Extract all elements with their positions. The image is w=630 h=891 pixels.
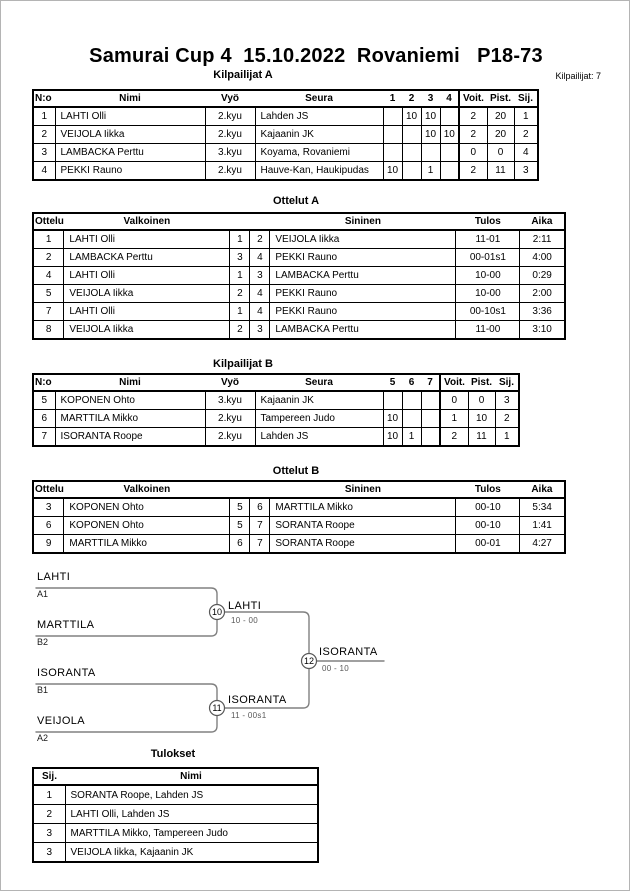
points-cell: 0	[487, 144, 514, 162]
spacer-header	[230, 213, 250, 230]
round-header: 2	[402, 90, 421, 107]
club-cell: Kajaanin JK	[255, 391, 383, 410]
result-cell: 11-01	[456, 230, 520, 249]
match-no-cell: 9	[33, 535, 64, 554]
spacer-header	[250, 481, 270, 498]
matches-a-table	[32, 212, 566, 340]
no-cell: 2	[33, 126, 55, 144]
bracket-competitor: MARTTILA	[37, 619, 95, 631]
round-cell	[440, 162, 459, 181]
round-cell	[402, 391, 421, 410]
name-header: Nimi	[55, 374, 205, 391]
match-no-cell: 4	[33, 267, 64, 285]
table-row	[33, 162, 538, 181]
belt-cell: 3.kyu	[205, 144, 255, 162]
place-cell: 4	[514, 144, 538, 162]
table-header-row	[33, 90, 538, 107]
table-row	[33, 230, 565, 249]
table-row	[33, 824, 318, 843]
round-header: 6	[402, 374, 421, 391]
white-no-cell: 5	[230, 498, 250, 517]
pool-a-title: Kilpailijat A	[213, 69, 273, 81]
match-no-cell: 1	[33, 230, 64, 249]
blue-no-cell: 6	[250, 498, 270, 517]
pool-a-table	[32, 89, 539, 181]
round-header: 3	[421, 90, 440, 107]
page-title: Samurai Cup 4 15.10.2022 Rovaniemi P18-73	[89, 45, 543, 67]
blue-name-cell: SORANTA Roope	[270, 535, 456, 554]
round-cell	[402, 162, 421, 181]
result-cell: 00-10s1	[456, 303, 520, 321]
white-name-cell: VEIJOLA Iikka	[64, 321, 230, 340]
belt-cell: 2.kyu	[205, 162, 255, 181]
blue-header: Sininen	[270, 481, 456, 498]
round-cell	[402, 410, 421, 428]
match-no-cell: 6	[33, 517, 64, 535]
name-cell: LAHTI Olli, Lahden JS	[65, 805, 318, 824]
table-row	[33, 843, 318, 863]
blue-name-cell: PEKKI Rauno	[270, 303, 456, 321]
place-cell: 3	[33, 824, 65, 843]
blue-no-cell: 7	[250, 535, 270, 554]
match-header: Ottelu	[33, 213, 64, 230]
name-cell: MARTTILA Mikko, Tampereen Judo	[65, 824, 318, 843]
round-header: 5	[383, 374, 402, 391]
time-cell: 0:29	[520, 267, 565, 285]
white-name-cell: KOPONEN Ohto	[64, 517, 230, 535]
match-no-cell: 8	[33, 321, 64, 340]
time-cell: 4:27	[520, 535, 565, 554]
place-cell: 2	[495, 410, 519, 428]
place-header: Sij.	[495, 374, 519, 391]
bracket-seed: B2	[37, 637, 49, 647]
round-header: 1	[383, 90, 402, 107]
blue-name-cell: PEKKI Rauno	[270, 249, 456, 267]
match-no-cell: 7	[33, 303, 64, 321]
points-cell: 20	[487, 126, 514, 144]
table-row	[33, 303, 565, 321]
name-cell: ISORANTA Roope	[55, 428, 205, 447]
competitors-count: Kilpailijat: 7	[555, 71, 601, 81]
matches-a-title: Ottelut A	[272, 195, 320, 207]
round-cell	[421, 410, 440, 428]
no-cell: 7	[33, 428, 55, 447]
bracket-seed: A1	[37, 589, 49, 599]
time-cell: 5:34	[520, 498, 565, 517]
time-header: Aika	[520, 213, 565, 230]
match-no-cell: 5	[33, 285, 64, 303]
name-header: Nimi	[65, 768, 318, 785]
belt-cell: 2.kyu	[205, 126, 255, 144]
bracket-competitor: VEIJOLA	[37, 715, 86, 727]
club-cell: Lahden JS	[255, 107, 383, 126]
club-cell: Kajaanin JK	[255, 126, 383, 144]
no-header: N:o	[33, 374, 55, 391]
points-cell: 20	[487, 107, 514, 126]
white-header: Valkoinen	[64, 213, 230, 230]
round-cell: 10	[421, 126, 440, 144]
round-cell	[383, 107, 402, 126]
belt-cell: 3.kyu	[205, 391, 255, 410]
place-cell: 1	[514, 107, 538, 126]
club-cell: Koyama, Rovaniemi	[255, 144, 383, 162]
table-row	[33, 126, 538, 144]
result-cell: 00-01s1	[456, 249, 520, 267]
white-header: Valkoinen	[64, 481, 230, 498]
points-cell: 10	[468, 410, 495, 428]
result-cell: 00-10	[456, 498, 520, 517]
place-header: Sij.	[33, 768, 65, 785]
white-name-cell: MARTTILA Mikko	[64, 535, 230, 554]
round-cell	[402, 144, 421, 162]
match-no-cell: 3	[33, 498, 64, 517]
round-cell: 10	[383, 428, 402, 447]
table-header-row	[33, 374, 519, 391]
white-no-cell: 1	[230, 230, 250, 249]
time-cell: 2:11	[520, 230, 565, 249]
match-number: 10	[211, 607, 223, 617]
points-cell: 11	[468, 428, 495, 447]
round-cell	[383, 144, 402, 162]
white-no-cell: 5	[230, 517, 250, 535]
table-row	[33, 517, 565, 535]
result-cell: 10-00	[456, 285, 520, 303]
club-cell: Lahden JS	[255, 428, 383, 447]
result-header: Tulos	[456, 213, 520, 230]
round-cell: 10	[383, 162, 402, 181]
table-header-row	[33, 213, 565, 230]
time-cell: 3:36	[520, 303, 565, 321]
round-cell: 10	[383, 410, 402, 428]
table-row	[33, 805, 318, 824]
name-cell: PEKKI Rauno	[55, 162, 205, 181]
name-header: Nimi	[55, 90, 205, 107]
bracket-score: 10 - 00	[231, 616, 259, 625]
no-header: N:o	[33, 90, 55, 107]
white-no-cell: 6	[230, 535, 250, 554]
blue-no-cell: 4	[250, 249, 270, 267]
time-cell: 1:41	[520, 517, 565, 535]
name-cell: LAHTI Olli	[55, 107, 205, 126]
no-cell: 6	[33, 410, 55, 428]
result-header: Tulos	[456, 481, 520, 498]
bracket-seed: B1	[37, 685, 49, 695]
bracket-competitor: ISORANTA	[37, 667, 96, 679]
round-cell	[421, 391, 440, 410]
wins-header: Voit.	[459, 90, 487, 107]
wins-cell: 2	[459, 162, 487, 181]
table-row	[33, 267, 565, 285]
blue-no-cell: 2	[250, 230, 270, 249]
result-cell: 11-00	[456, 321, 520, 340]
points-header: Pist.	[487, 90, 514, 107]
round-cell: 10	[440, 126, 459, 144]
table-header-row	[33, 768, 318, 785]
white-name-cell: VEIJOLA Iikka	[64, 285, 230, 303]
name-cell: LAMBACKA Perttu	[55, 144, 205, 162]
blue-no-cell: 4	[250, 303, 270, 321]
blue-name-cell: PEKKI Rauno	[270, 285, 456, 303]
bracket-score: 11 - 00s1	[231, 711, 267, 720]
round-cell	[383, 391, 402, 410]
round-cell	[421, 144, 440, 162]
blue-name-cell: VEIJOLA Iikka	[270, 230, 456, 249]
table-row	[33, 144, 538, 162]
club-cell: Hauve-Kan, Haukipudas	[255, 162, 383, 181]
spacer-header	[230, 481, 250, 498]
table-row	[33, 428, 519, 447]
round-cell	[440, 107, 459, 126]
round-cell: 10	[421, 107, 440, 126]
belt-cell: 2.kyu	[205, 428, 255, 447]
blue-no-cell: 3	[250, 267, 270, 285]
blue-name-cell: LAMBACKA Perttu	[270, 267, 456, 285]
table-row	[33, 285, 565, 303]
blue-name-cell: SORANTA Roope	[270, 517, 456, 535]
belt-cell: 2.kyu	[205, 107, 255, 126]
no-cell: 3	[33, 144, 55, 162]
place-cell: 1	[33, 785, 65, 805]
wins-cell: 2	[459, 107, 487, 126]
white-no-cell: 1	[230, 303, 250, 321]
results-title: Tulokset	[150, 748, 196, 760]
matches-b-title: Ottelut B	[272, 465, 320, 477]
bracket-winner: ISORANTA	[228, 694, 287, 706]
match-no-cell: 2	[33, 249, 64, 267]
white-no-cell: 3	[230, 249, 250, 267]
time-cell: 4:00	[520, 249, 565, 267]
time-cell: 2:00	[520, 285, 565, 303]
bracket-winner: LAHTI	[228, 600, 262, 612]
time-cell: 3:10	[520, 321, 565, 340]
place-cell: 1	[495, 428, 519, 447]
no-cell: 1	[33, 107, 55, 126]
no-cell: 4	[33, 162, 55, 181]
round-cell	[383, 126, 402, 144]
points-header: Pist.	[468, 374, 495, 391]
match-number: 11	[212, 703, 222, 713]
wins-cell: 0	[440, 391, 468, 410]
table-row	[33, 321, 565, 340]
spacer-header	[250, 213, 270, 230]
blue-name-cell: LAMBACKA Perttu	[270, 321, 456, 340]
wins-cell: 2	[459, 126, 487, 144]
wins-header: Voit.	[440, 374, 468, 391]
round-cell: 10	[402, 107, 421, 126]
table-row	[33, 785, 318, 805]
white-name-cell: LAHTI Olli	[64, 230, 230, 249]
club-header: Seura	[255, 374, 383, 391]
blue-no-cell: 3	[250, 321, 270, 340]
blue-name-cell: MARTTILA Mikko	[270, 498, 456, 517]
white-name-cell: LAHTI Olli	[64, 303, 230, 321]
points-cell: 0	[468, 391, 495, 410]
round-cell: 1	[402, 428, 421, 447]
white-no-cell: 1	[230, 267, 250, 285]
table-row	[33, 498, 565, 517]
white-no-cell: 2	[230, 285, 250, 303]
result-cell: 10-00	[456, 267, 520, 285]
white-name-cell: LAHTI Olli	[64, 267, 230, 285]
name-cell: VEIJOLA Iikka, Kajaanin JK	[65, 843, 318, 863]
results-table	[32, 767, 319, 863]
table-row	[33, 410, 519, 428]
round-cell	[440, 144, 459, 162]
table-row	[33, 107, 538, 126]
white-name-cell: LAMBACKA Perttu	[64, 249, 230, 267]
table-row	[33, 249, 565, 267]
white-no-cell: 2	[230, 321, 250, 340]
round-cell	[402, 126, 421, 144]
round-header: 7	[421, 374, 440, 391]
time-header: Aika	[520, 481, 565, 498]
match-header: Ottelu	[33, 481, 64, 498]
round-header: 4	[440, 90, 459, 107]
belt-header: Vyö	[205, 90, 255, 107]
matches-b-table	[32, 480, 566, 554]
bracket-winner: ISORANTA	[319, 646, 378, 658]
no-cell: 5	[33, 391, 55, 410]
pool-b-table	[32, 373, 520, 447]
bracket-seed: A2	[37, 733, 49, 743]
result-cell: 00-01	[456, 535, 520, 554]
club-header: Seura	[255, 90, 383, 107]
table-header-row	[33, 481, 565, 498]
blue-no-cell: 4	[250, 285, 270, 303]
name-cell: KOPONEN Ohto	[55, 391, 205, 410]
round-cell	[421, 428, 440, 447]
table-row	[33, 391, 519, 410]
name-cell: VEIJOLA Iikka	[55, 126, 205, 144]
place-cell: 3	[495, 391, 519, 410]
place-header: Sij.	[514, 90, 538, 107]
name-cell: SORANTA Roope, Lahden JS	[65, 785, 318, 805]
place-cell: 3	[514, 162, 538, 181]
wins-cell: 2	[440, 428, 468, 447]
belt-cell: 2.kyu	[205, 410, 255, 428]
place-cell: 2	[514, 126, 538, 144]
result-cell: 00-10	[456, 517, 520, 535]
name-cell: MARTTILA Mikko	[55, 410, 205, 428]
white-name-cell: KOPONEN Ohto	[64, 498, 230, 517]
wins-cell: 0	[459, 144, 487, 162]
club-cell: Tampereen Judo	[255, 410, 383, 428]
blue-no-cell: 7	[250, 517, 270, 535]
bracket-score: 00 - 10	[322, 664, 350, 673]
pool-b-title: Kilpailijat B	[213, 358, 273, 370]
round-cell: 1	[421, 162, 440, 181]
wins-cell: 1	[440, 410, 468, 428]
blue-header: Sininen	[270, 213, 456, 230]
table-row	[33, 535, 565, 554]
place-cell: 3	[33, 843, 65, 863]
match-number: 12	[303, 656, 315, 666]
points-cell: 11	[487, 162, 514, 181]
belt-header: Vyö	[205, 374, 255, 391]
place-cell: 2	[33, 805, 65, 824]
bracket-competitor: LAHTI	[37, 571, 71, 583]
